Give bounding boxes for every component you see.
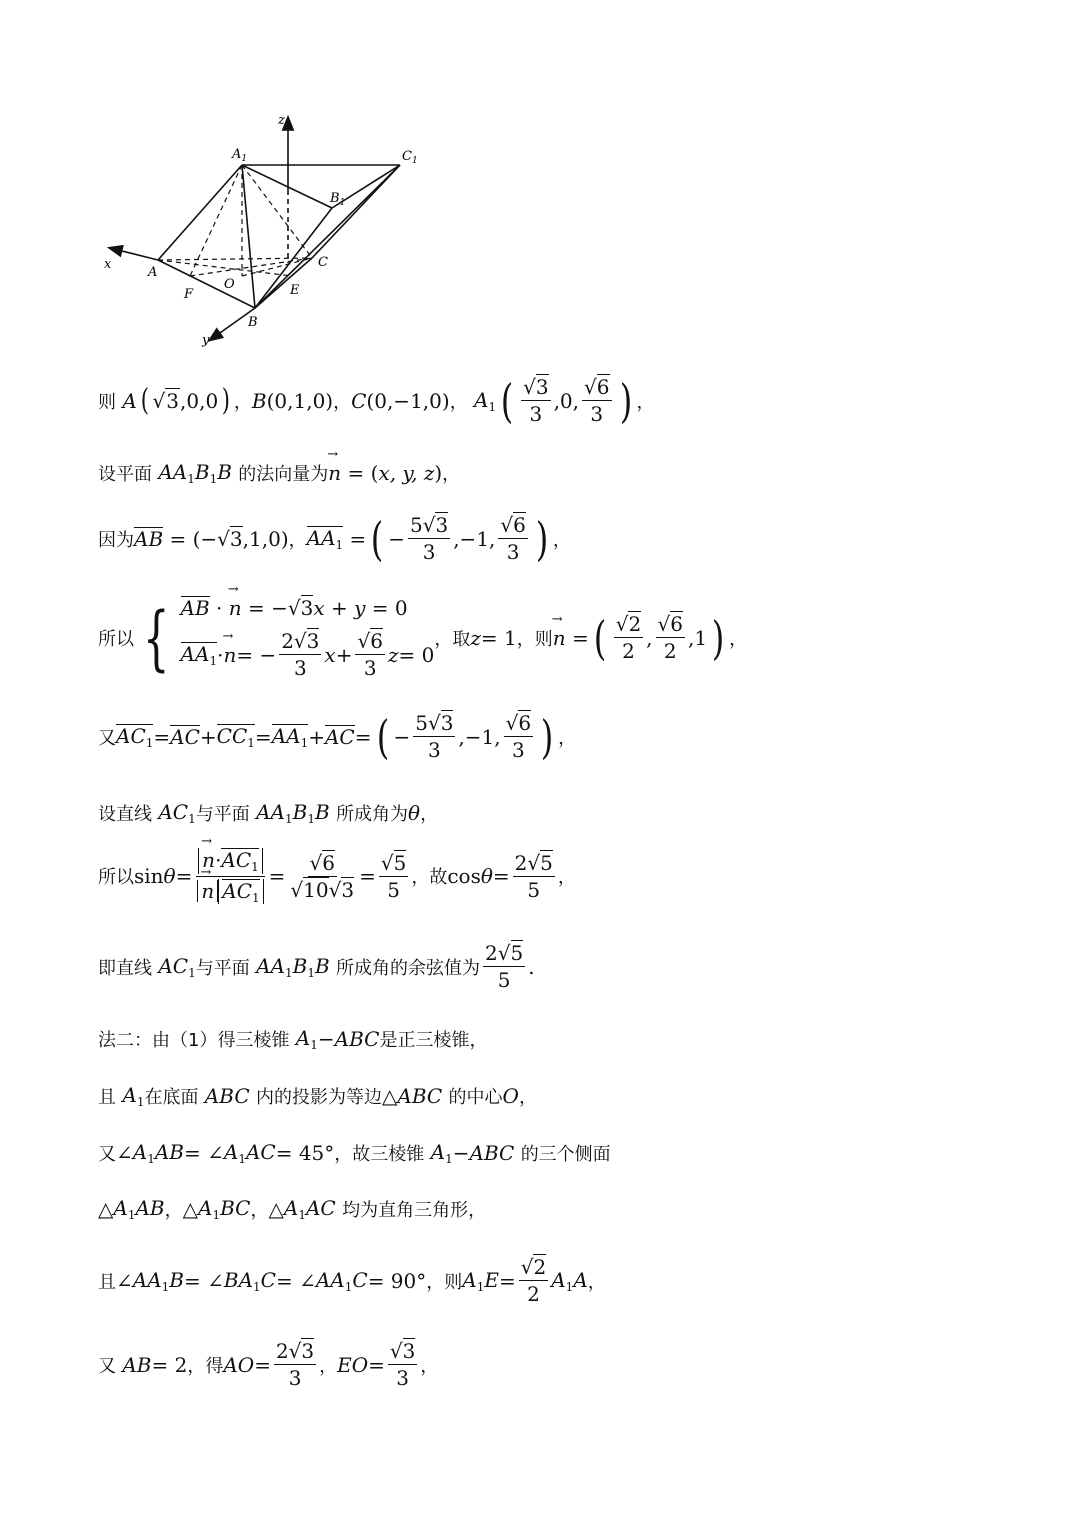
- label-A: A: [148, 265, 158, 280]
- line-coordinates: 则 A ( √3,0,0 ) ， B (0,1,0) ， C (0,−1,0) ， $A_1$ ( $\frac{√3}{3}$ ,0, $\frac{√6}{3}$ ) ，: [98, 373, 655, 428]
- line-normal-vector: 设平面 $AA_1B_1B$ 的法向量为 → n = ( x, y, z ) ，: [98, 460, 460, 486]
- label-B1: $B_1$: [330, 191, 346, 208]
- line-system: 所以 { AB · → n = −√3x + y = 0 $AA_1$ · → n = − $\frac{2√3}{3}$ x + $\frac{√6}{3}$ z = 0 ，取 z = 1 ，则 → n = ( $\frac{√2}{2}$ , $\frac{√6}{2}$ ,1 ) ，: [98, 596, 747, 679]
- label-E: E: [290, 283, 300, 298]
- line-angles45: 又 ∠ $A_1AB$ = ∠ $A_1AC$ = 45° ，故三棱锥 $A_1$ − ABC 的三个侧面: [98, 1140, 611, 1166]
- line-angle-theta: 设直线 $AC_1$ 与平面 $AA_1B_1B$ 所成角为 θ ，: [98, 800, 439, 826]
- label-z: z: [278, 113, 285, 128]
- label-C1: $C_1$: [402, 149, 418, 166]
- line-method2: 法二：由（1）得三棱锥 $A_1$ − ABC 是正三棱锥，: [98, 1026, 488, 1052]
- x-axis: [110, 248, 158, 260]
- line-sin: 所以 sin θ = → $n\cdot AC_1$ → n $AC_1$ = $\frac{√6}{√10√3}$ = $\frac{√5}{5}$ ，故 cos θ = $\frac{2√5}{5}$ ，: [98, 848, 576, 904]
- line-AO-EO: 又 AB = 2 ，得 AO = $\frac{2√3}{3}$ ， EO = $\frac{√3}{3}$ ，: [98, 1339, 439, 1390]
- line-because: 因为 AB = (−√3,1,0) ， $AA_1$ = ( − $\frac{5√3}{3}$ ,−1, $\frac{√6}{3}$ ) ，: [98, 511, 571, 566]
- label-y: y: [202, 333, 210, 348]
- geometry-figure: [100, 108, 440, 348]
- line-right-triangles: △ $A_1AB$ ， △ $A_1BC$ ， △ $A_1AC$ 均为直角三角形，: [98, 1196, 487, 1222]
- label-B: B: [248, 315, 258, 330]
- label-x: x: [104, 257, 112, 272]
- line-conclusion: 即直线 $AC_1$ 与平面 $AA_1B_1B$ 所成角的余弦值为 $\frac{2√5}{5}$ .: [98, 941, 535, 992]
- line-angles90: 且 ∠ $AA_1B$ = ∠ $BA_1C$ = ∠ $AA_1C$ = 90° ，则 $A_1E$ = $\frac{√2}{2}$ $A_1A$ ，: [98, 1255, 606, 1306]
- line-projection: 且 $A_1$ 在底面 ABC 内的投影为等边 △ ABC 的中心 O ，: [98, 1083, 537, 1109]
- line-AC1: 又 $AC_1$ = AC + $CC_1$ = $AA_1$ + AC = ( − $\frac{5√3}{3}$ ,−1, $\frac{√6}{3}$ ) ，: [98, 709, 577, 764]
- label-A1: $A_1$: [232, 147, 248, 164]
- label-O: O: [224, 277, 235, 292]
- label-C: C: [318, 255, 328, 270]
- label-F: F: [184, 287, 194, 302]
